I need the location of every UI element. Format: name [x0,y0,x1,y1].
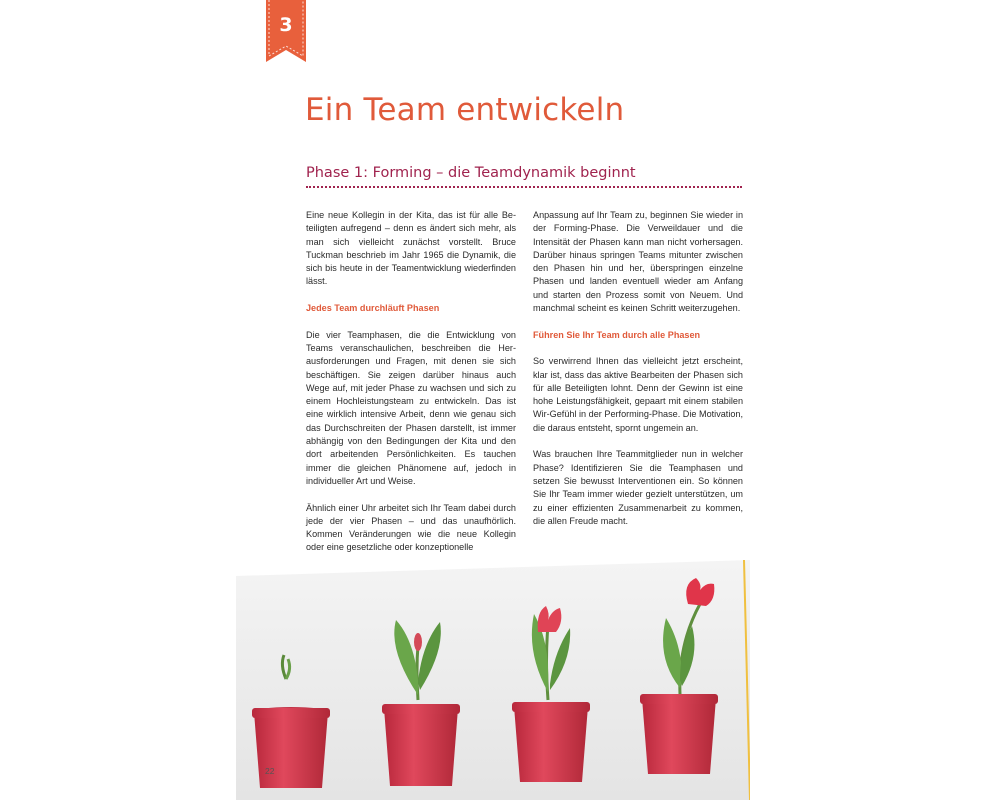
paragraph: Die vier Teamphasen, die die Entwicklung von Teams veranschaulichen, beschreiben die Herausforderungen und Fragen, mit denen sie sich beschäftigen. Sie zeigen darüber hinaus auch Wege auf, mit jeder Phase zu wachsen und sich zu einem Hochleistungsteam zu entwickeln. Das ist eine wirklich intensive Arbeit, denn wie genau sich das Durchschreiten der Phasen darstellt, ist immer abhängig von den Bedingungen der Kita und den dort arbeitenden Persönlichkeiten. Es tauchen immer die gleichen Phänomene auf, jedoch in individueller Art und Weise. [306,329,516,486]
paragraph: Was brauchen Ihre Teammitglieder nun in welcher Phase? Identifizieren Sie die Teamphasen und setzen Sie bewusst Interventionen ein. So können Sie Ihr Team immer wieder gezielt unterstützen, um zu einer effizienten Zusammenarbeit zu kommen, die allen Freude macht. [533,449,743,526]
paragraph: So verwirrend Ihnen das vielleicht jetzt erscheint, klar ist, dass das aktive Bearbeiten der Phasen sich für alle Beteiligten lohnt. Denn der Gewinn ist eine hohe Leistungsfähigkeit, gepaart mit einem stabilen Wir-Gefühl in der Performing-Phase. Die Motivation, die daraus entsteht, spornt ungemein an. [533,356,743,433]
paragraph: Ähnlich einer Uhr arbeitet sich Ihr Team dabei durch jede der vier Phasen – und das unaufhörlich. Kommen Veränderungen wie die neue Kollegin oder eine gesetzliche oder konzeptionelle [306,502,516,553]
page-title: Ein Team entwickeln [305,92,625,128]
paragraph: Eine neue Kollegin in der Kita, das ist für alle Beteiligten aufregend – denn es ändert sich mehr, als man sich vielleicht zunächst vorstellt. Bruce Tuckman beschrieb im Jahr 1965 die Dynamik, die sich bis heute in der Teamentwicklung wiederfinden lässt. [306,210,516,287]
text-column-left [306,209,516,568]
subheading: Führen Sie Ihr Team durch alle Phasen [533,329,701,340]
chapter-number: 3 [279,14,293,36]
section-heading: Phase 1: Forming – die Teamdynamik beginnt [306,165,636,181]
paragraph: Anpassung auf Ihr Team zu, beginnen Sie wieder in der Forming-Phase. Die Verweildauer und die Intensität der Phasen kann man nicht vorhersagen. Darüber hinaus springen Teams mitunter zwischen den Phasen hin und her, überspringen einzelne Phasen und landen eventuell wieder am Anfang und starten den Prozess somit von Neuem. Und manchmal scheint es keinen Schritt weiterzugehen. [533,210,743,314]
subheading: Jedes Team durchläuft Phasen [306,303,440,314]
text-column-right [533,209,743,541]
chapter-ribbon [266,0,306,64]
page-number: 22 [265,766,275,776]
tulip-pots-photo [236,560,750,800]
tulip-growth-illustration [236,560,750,800]
dotted-divider [306,186,742,188]
